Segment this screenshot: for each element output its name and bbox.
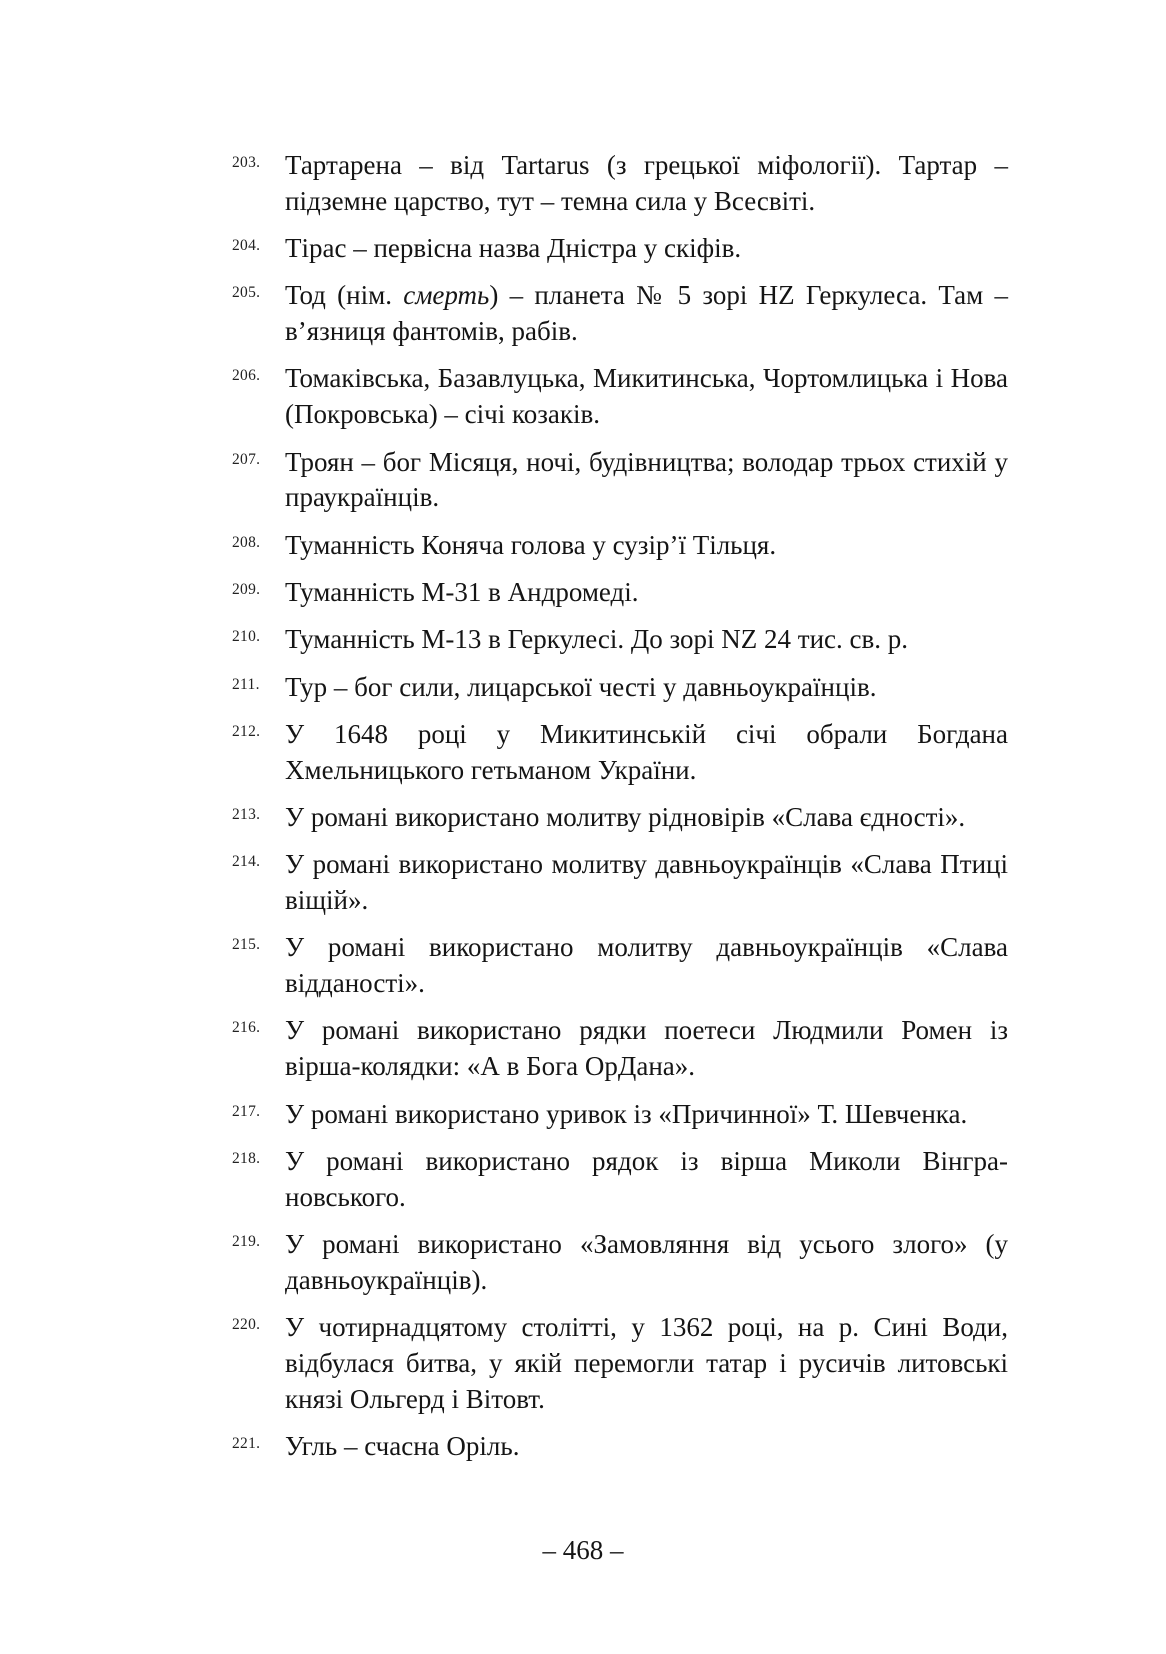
note-number: 214.	[232, 853, 261, 871]
note-number: 205.	[232, 284, 261, 302]
endnote-206	[232, 361, 1008, 433]
note-text: Томаківська, Базавлуцька, Микитинська, Чортомлицька і Нова (Покровська) – січі козаків.	[285, 363, 1008, 430]
endnote-204	[232, 231, 1008, 267]
note-number: 212.	[232, 722, 261, 740]
note-number: 219.	[232, 1232, 261, 1250]
endnote-221	[232, 1429, 1008, 1465]
note-number: 221.	[232, 1434, 261, 1452]
note-number: 217.	[232, 1102, 261, 1120]
endnote-220	[232, 1310, 1008, 1417]
note-text: Тірас – первісна назва Дністра у скіфів.	[285, 233, 742, 264]
endnote-208	[232, 528, 1008, 564]
note-text: У чотирнадцятому столітті, у 1362 році, на р. Сині Води, відбулася битва, у якій перемогли татар і русичів литовські князі Ольгерд і Вітовт.	[285, 1312, 1008, 1414]
endnote-218	[232, 1144, 1008, 1216]
endnote-212	[232, 717, 1008, 789]
note-text: У романі використано молитву давньоукраїнців «Слава відданості».	[285, 932, 1008, 999]
note-number: 218.	[232, 1149, 261, 1167]
note-text: Тартарена – від Tartarus (з грецької міфології). Тартар – підземне царство, тут – темна сила у Всесвіті.	[285, 150, 1008, 216]
note-text: У романі використано рядки поетеси Людмили Ромен із вірша-колядки: «А в Бога ОрДана».	[285, 1015, 1008, 1082]
note-text: У романі використано уривок із «Причинної» Т. Шевченка.	[285, 1098, 968, 1129]
note-text: У 1648 році у Микитинській січі обрали Богдана Хмельницького гетьманом України.	[285, 718, 1008, 785]
note-text-italic: смерть	[403, 280, 490, 311]
note-text: Троян – бог Місяця, ночі, будівництва; володар трьох стихій у праукраїнців.	[285, 446, 1008, 513]
endnote-213	[232, 800, 1008, 836]
endnote-217	[232, 1097, 1008, 1133]
note-text-pre: Тод (нім.	[285, 280, 404, 311]
note-text: У романі використано молитву рідновірів «Слава єдності».	[285, 801, 966, 832]
endnote-209	[232, 575, 1008, 611]
page-number: – 468 –	[542, 1535, 624, 1565]
endnote-216	[232, 1013, 1008, 1085]
note-text: Туманність М-13 в Геркулесі. До зорі NZ 24 тис. св. р.	[285, 624, 909, 655]
note-number: 208.	[232, 533, 261, 551]
endnote-215	[232, 930, 1008, 1002]
note-text: Туманність Коняча голова у сузір’ї Тільця.	[285, 529, 777, 560]
note-text: Туманність М-31 в Андромеді.	[285, 576, 639, 607]
endnote-214	[232, 847, 1008, 919]
note-text: Тур – бог сили, лицарської честі у давньоукраїнців.	[285, 671, 877, 702]
endnote-211	[232, 670, 1008, 706]
endnote-205	[232, 278, 1008, 350]
endnote-207	[232, 445, 1008, 517]
note-number: 203.	[232, 154, 261, 171]
endnote-219	[232, 1227, 1008, 1299]
note-text: Угль – счасна Оріль.	[285, 1430, 520, 1461]
note-number: 207.	[232, 450, 261, 468]
note-number: 206.	[232, 367, 261, 385]
note-number: 204.	[232, 237, 261, 255]
note-number: 216.	[232, 1019, 261, 1037]
note-text: У романі використано рядок із вірша Миколи Вінграновського.	[285, 1145, 1008, 1212]
note-text: У романі використано молитву давньоукраїнців «Слава Птиці віщій».	[285, 849, 1008, 916]
note-number: 213.	[232, 805, 261, 823]
note-text: У романі використано «Замовляння від усього злого» (у давньоукраїнців).	[285, 1228, 1008, 1295]
note-text-post: ) – планета № 5 зорі HZ Геркулеса. Там – в’язниця фантомів, рабів.	[285, 280, 1009, 347]
note-number: 215.	[232, 936, 261, 954]
note-number: 220.	[232, 1316, 261, 1334]
note-number: 210.	[232, 628, 261, 646]
note-number: 211.	[232, 675, 260, 693]
endnote-210	[232, 622, 1008, 658]
endnotes-list	[232, 148, 1008, 1476]
endnote-203	[232, 148, 1008, 220]
note-number: 209.	[232, 580, 261, 598]
